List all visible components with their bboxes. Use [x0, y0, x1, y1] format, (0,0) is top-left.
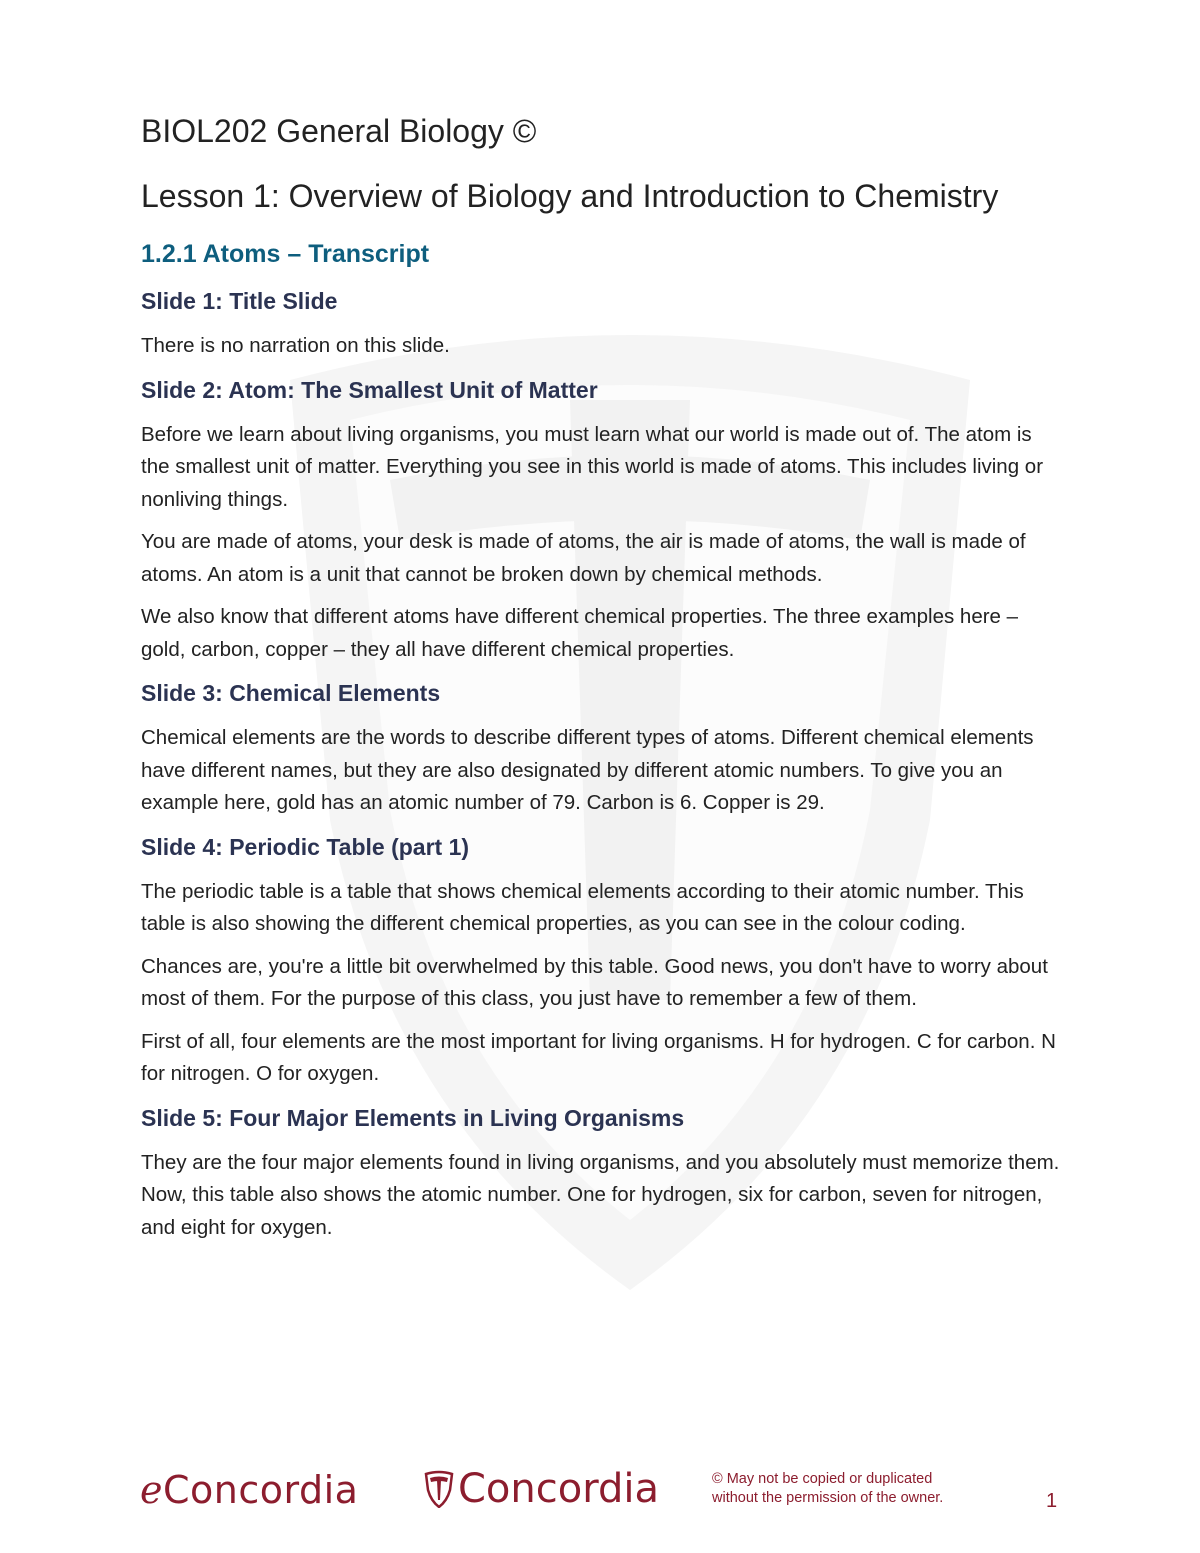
paragraph: Chances are, you're a little bit overwhelmed by this table. Good news, you don't have to worry about most of them. For the purpose of this class, you just have to remember a few of them. [141, 954, 1048, 1010]
paragraph: We also know that different atoms have different chemical properties. The three examples here – gold, carbon, copper – they all have different chemical properties. [141, 605, 1019, 661]
page-footer [0, 1460, 1200, 1540]
copyright-line-2: without the permission of the owner. [712, 1490, 944, 1506]
paragraph: Before we learn about living organisms, you must learn what our world is made out of. The atom is the smallest unit of matter. Everything you see in this world is made of atoms. This includes living or nonliving things. [141, 422, 1044, 511]
section-title: 1.2.1 Atoms – Transcript [141, 240, 430, 268]
document-body [141, 108, 1061, 1254]
course-title: BIOL202 General Biology © [141, 113, 537, 149]
slide-section-4 [141, 830, 1061, 1091]
lesson-title: Lesson 1: Overview of Biology and Introduction to Chemistry [141, 178, 999, 214]
slide-heading: Slide 1: Title Slide [141, 288, 338, 314]
econcordia-logo [140, 1468, 358, 1512]
slide-heading: Slide 4: Periodic Table (part 1) [141, 833, 470, 860]
paragraph: There is no narration on this slide. [141, 334, 450, 357]
slide-heading: Slide 3: Chemical Elements [141, 680, 441, 706]
paragraph: You are made of atoms, your desk is made of atoms, the air is made of atoms, the wall is made of atoms. An atom is a unit that cannot be broken down by chemical methods. [141, 530, 1026, 586]
paragraph: The periodic table is a table that shows chemical elements according to their atomic number. This table is also showing the different chemical properties, as you can see in the colour coding. [141, 879, 1024, 935]
econcordia-logo-e: e [140, 1468, 163, 1512]
copyright-line-1: © May not be copied or duplicated [712, 1471, 933, 1487]
paragraph: First of all, four elements are the most important for living organisms. H for hydrogen. C for carbon. N for nitrogen. O for oxygen. [141, 1029, 1056, 1085]
slide-heading: Slide 5: Four Major Elements in Living Organisms [141, 1104, 685, 1131]
slide-section-1 [141, 284, 1061, 363]
concordia-logo-text: Concordia [458, 1466, 659, 1512]
paragraph: They are the four major elements found in living organisms, and you absolutely must memorize them. Now, this table also shows the atomic number. One for hydrogen, six for carbon, seven for nitrogen, and eight for oxygen. [141, 1150, 1060, 1239]
copyright-notice [712, 1470, 992, 1508]
slide-heading: Slide 2: Atom: The Smallest Unit of Matter [141, 376, 598, 403]
page-number: 1 [1046, 1490, 1058, 1512]
slide-section-3 [141, 676, 1061, 820]
paragraph: Chemical elements are the words to describe different types of atoms. Different chemical elements have different names, but they are also designated by different atomic numbers. To give you an example here, gold has an atomic number of 79. Carbon is 6. Copper is 29. [141, 726, 1034, 814]
econcordia-logo-text: Concordia [163, 1468, 359, 1512]
slide-section-2 [141, 373, 1061, 667]
slide-section-5 [141, 1101, 1061, 1245]
concordia-logo [424, 1466, 659, 1512]
shield-icon [424, 1470, 454, 1508]
